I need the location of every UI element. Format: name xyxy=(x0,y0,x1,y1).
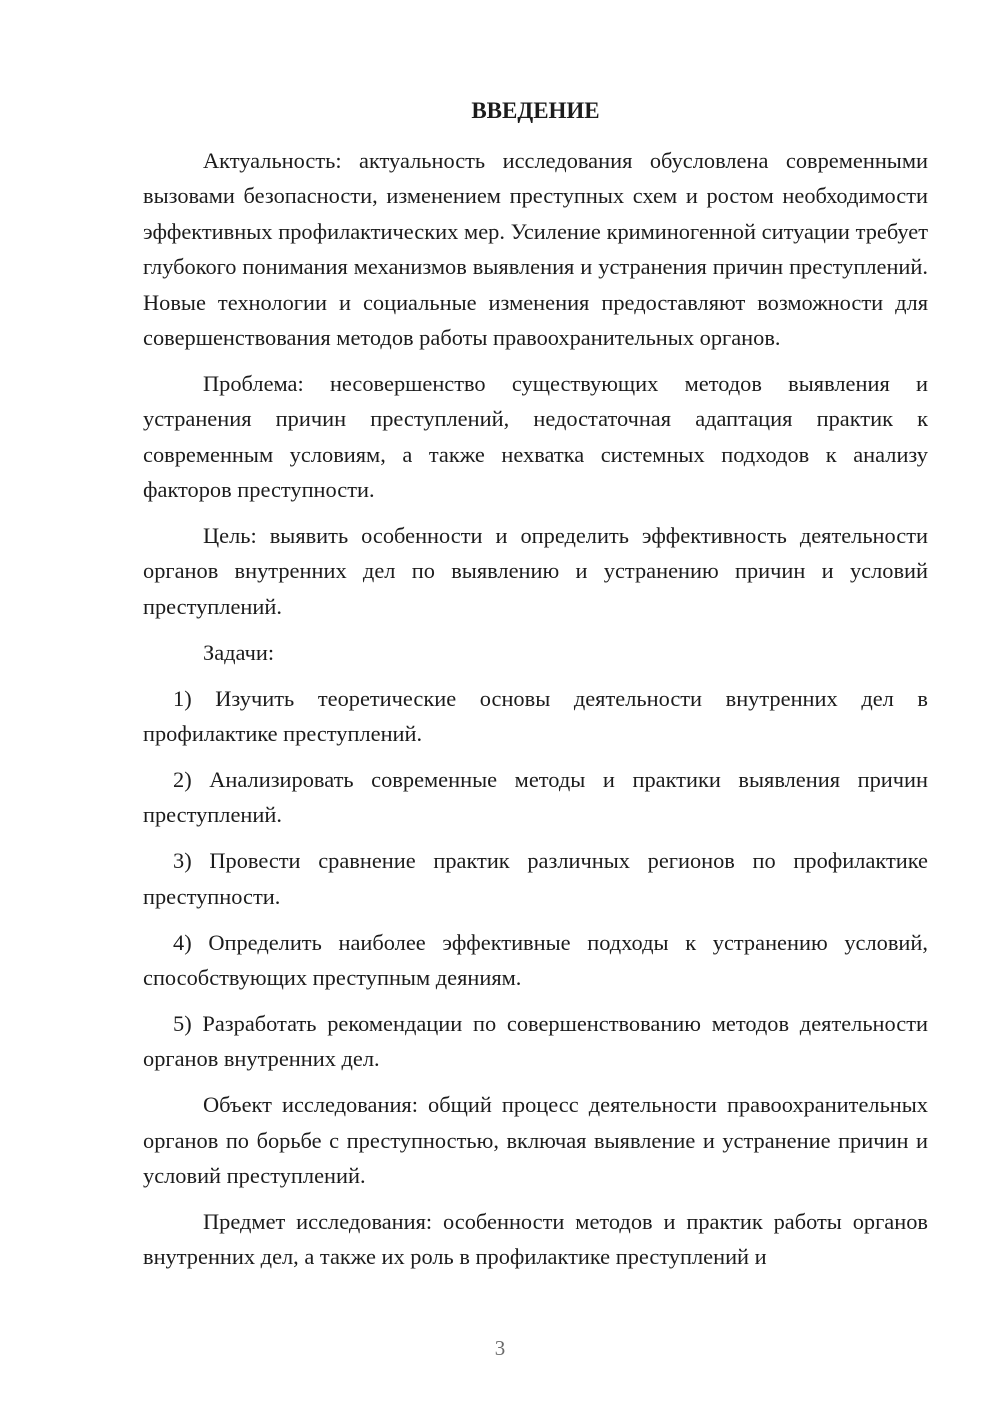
task-item-5: 5) Разработать рекомендации по совершенствованию методов деятельности органов внутренних дел. xyxy=(143,1010,928,1072)
paragraph-tasks-heading: Задачи: xyxy=(203,639,275,665)
paragraph-subject: Предмет исследования: особенности методов и практик работы органов внутренних дел, а также их роль в профилактике преступлений и xyxy=(143,1208,928,1270)
task-item-4: 4) Определить наиболее эффективные подходы к устранению условий, способствующих преступным деяниям. xyxy=(143,929,928,991)
paragraph-problem: Проблема: несовершенство существующих методов выявления и устранения причин преступлений, недостаточная адаптация практик к современным условиям, а также нехватка системных подходов к анализу факторов преступности. xyxy=(143,370,928,503)
task-item-3: 3) Провести сравнение практик различных регионов по профилактике преступности. xyxy=(143,848,928,909)
task-item-1: 1) Изучить теоретические основы деятельности внутренних дел в профилактике преступлений. xyxy=(143,685,928,747)
paragraph-goal: Цель: выявить особенности и определить эффективность деятельности органов внутренних дел по выявлению и устранению причин и условий преступлений. xyxy=(143,523,928,619)
document-body xyxy=(143,143,928,1275)
paragraph-relevance: Актуальность: актуальность исследования обусловлена современными вызовами безопасности, изменением преступных схем и ростом необходимости эффективных профилактических мер. Усиление криминогенной ситуации требует глубокого понимания механизмов выявления и устранения причин преступлений. Новые технологии и социальные изменения предоставляют возможности для совершенствования методов работы правоохранительных органов. xyxy=(143,148,928,351)
paragraph-object: Объект исследования: общий процесс деятельности правоохранительных органов по борьбе с преступностью, включая выявление и устранение причин и условий преступлений. xyxy=(143,1092,928,1189)
task-item-2: 2) Анализировать современные методы и практики выявления причин преступлений. xyxy=(143,767,928,828)
page-number: 3 xyxy=(494,1336,506,1360)
section-title: ВВЕДЕНИЕ xyxy=(471,98,600,123)
